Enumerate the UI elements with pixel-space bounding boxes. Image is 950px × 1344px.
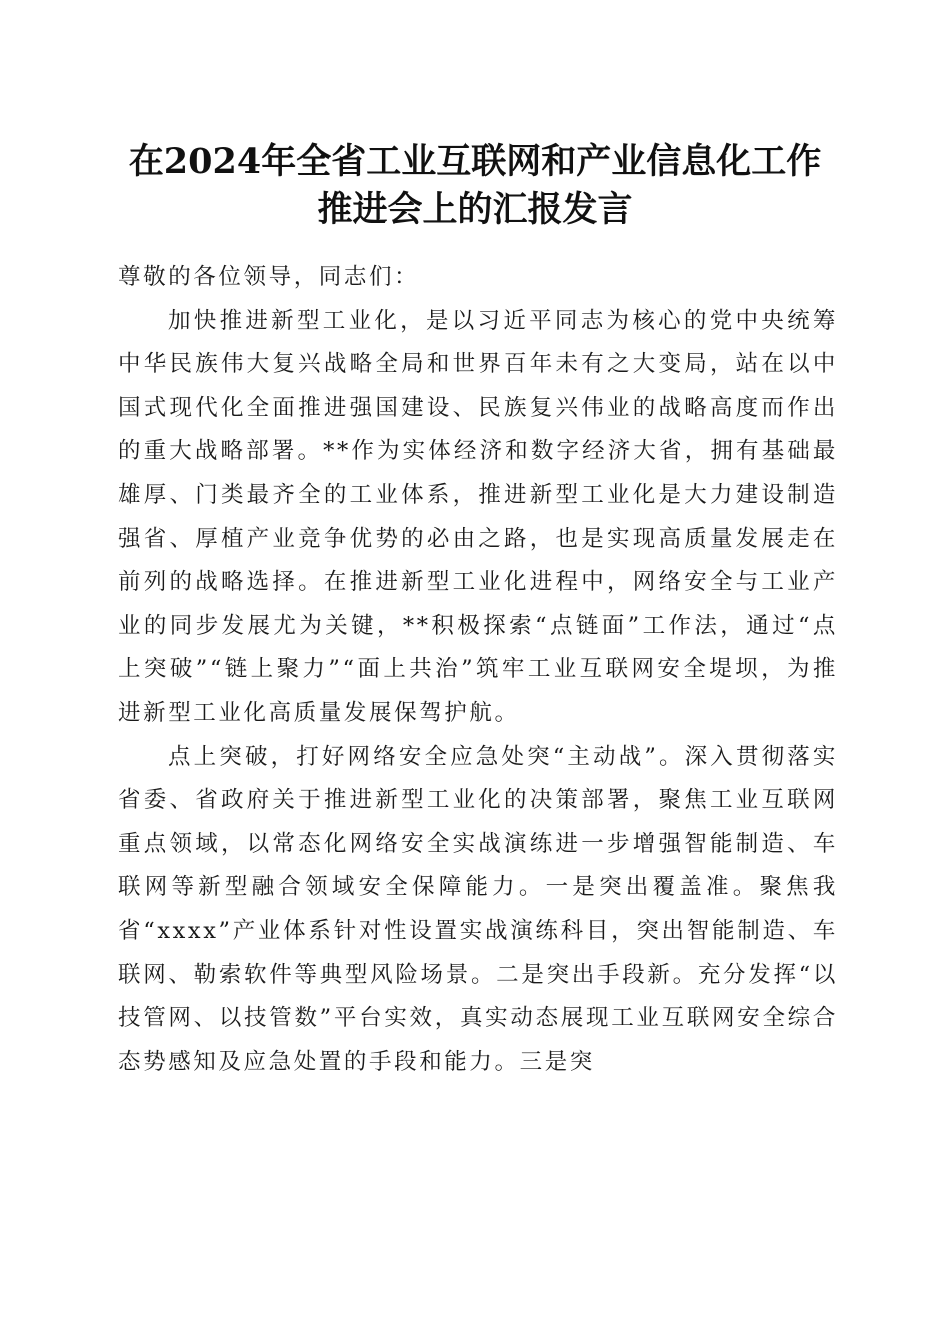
- salutation: 尊敬的各位领导，同志们：: [118, 264, 420, 290]
- document-title-line-1: 在2024年全省工业互联网和产业信息化工作: [128, 141, 822, 182]
- document-body: [118, 256, 838, 1084]
- paragraph-introduction: 加快推进新型工业化，是以习近平同志为核心的党中央统筹中华民族伟大复兴战略全局和世界百年未有之大变局，站在以中国式现代化全面推进强国建设、民族复兴伟业的战略高度而作出的重大战略部署。**作为实体经济和数字经济大省，拥有基础最雄厚、门类最齐全的工业体系，推进新型工业化是大力建设制造强省、厚植产业竞争优势的必由之路，也是实现高质量发展走在前列的战略选择。在推进新型工业化进程中，网络安全与工业产业的同步发展尤为关键，**积极探索“点链面”工作法，通过“点上突破”“链上聚力”“面上共治”筑牢工业互联网安全堤坝，为推进新型工业化高质量发展保驾护航。: [118, 307, 838, 726]
- document-title-line-2: 推进会上的汇报发言: [317, 189, 633, 230]
- paragraph-point-breakthrough: 点上突破，打好网络安全应急处突“主动战”。深入贯彻落实省委、省政府关于推进新型工业化的决策部署，聚焦工业互联网重点领域，以常态化网络安全实战演练进一步增强智能制造、车联网等新型融合领域安全保障能力。一是突出覆盖准。聚焦我省“xxxx”产业体系针对性设置实战演练科目，突出智能制造、车联网、勒索软件等典型风险场景。二是突出手段新。充分发挥“以技管网、以技管数”平台实效，真实动态展现工业互联网安全综合态势感知及应急处置的手段和能力。三是突: [118, 743, 838, 1075]
